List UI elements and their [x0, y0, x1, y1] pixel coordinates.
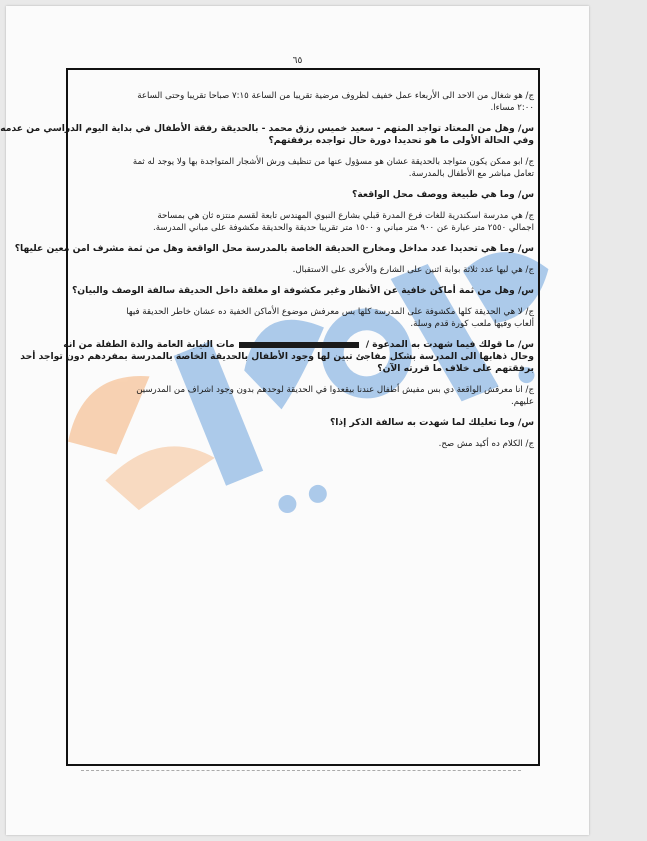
line-gap — [72, 375, 534, 384]
footer-divider — [81, 770, 521, 774]
answer-line: ج/ هو شغال من الاحد الى الأربعاء عمل خفيف لظروف مرضية تقريبا من الساعة ٧:١٥ صباحا تقريبا وحتى الساعة — [137, 91, 534, 101]
answer-line: ج/ الكلام ده أكيد مش صح. — [438, 439, 534, 449]
answer-line: ج/ ابو ممكن يكون متواجد بالحديقة عشان هو مسؤول عنها من تنظيف ورش الأشجار المتواجدة بها ولا يوجد له ثمة — [132, 157, 534, 167]
transcript-body — [0, 90, 534, 450]
line-gap — [72, 429, 534, 438]
redaction-bar — [239, 342, 359, 348]
line-gap — [72, 255, 534, 264]
document-page — [0, 6, 589, 835]
line-gap — [72, 147, 534, 156]
question-line: س/ وما هي تحديدا عدد مداخل ومخارج الحديقة الخاصة بالمدرسة محل الواقعة وهل من ثمة مشرف امن معين عليها؟ — [14, 243, 534, 254]
line-gap — [72, 201, 534, 210]
answer-line: ج/ هي مدرسة اسكندرية للغات فرع المدرة قبلي بشارع النبوي المهندس تابعة لقسم منتزه ثان هي بمساحة — [157, 211, 534, 221]
answer-line: ٢:٠٠ مساءا. — [490, 103, 534, 113]
answer-line: ج/ لا هي الحديقة كلها مكشوفة على المدرسة كلها بس معرفش موضوع الأماكن الخفية ده عشان خاطر الحديقة فيها — [126, 307, 534, 317]
line-gap — [72, 408, 534, 417]
question-line: س/ وهل من المعتاد تواجد المتهم - سعيد خميس رزق محمد - بالحديقة رفقة الأطفال في بداية اليوم الدراسي من عدمه — [0, 123, 534, 134]
page-number: ٦٥ — [292, 56, 303, 66]
answer-line: اجمالي ٢٥٥٠ متر عبارة عن ٩٠٠ متر مباني و ١٥٠٠ متر تقريبا حديقة والحديقة مكشوفة على مباني المدرسة. — [153, 223, 534, 233]
answer-line: ج/ هي ليها عدد ثلاثة بوابة اثنين على الشارع والأخرى على الاستقبال. — [292, 265, 534, 275]
answer-line: عليهم. — [511, 397, 534, 407]
question-line: س/ وما تعليلك لما شهدت به سالفة الذكر إذا؟ — [329, 417, 534, 428]
question-line: برفقتهم على خلاف ما قررته الآن؟ — [377, 363, 534, 374]
answer-line: ألعاب وفيها ملعب كورة قدم وسلة. — [410, 319, 534, 329]
question-line: س/ ما قولك فيما شهدت به المدعوة / مات النيابة العامة والدة الطفلة من انه — [63, 339, 534, 350]
question-line: س/ وما هي طبيعة ووصف محل الواقعة؟ — [351, 189, 534, 200]
line-gap — [72, 180, 534, 189]
question-line: وفي الحالة الأولى ما هو تحديدا دورة حال تواجده برفقتهم؟ — [268, 135, 534, 146]
answer-line: تعامل مباشر مع الأطفال بالمدرسة. — [408, 169, 534, 179]
question-line: س/ وهل من ثمة أماكن خافية عن الأنظار وغير مكشوفة او مغلقة داخل الحديقة سالفة الوصف والبيان؟ — [71, 285, 534, 296]
line-gap — [72, 330, 534, 339]
line-gap — [72, 297, 534, 306]
line-gap — [72, 276, 534, 285]
answer-line: ج/ انا معرفش الواقعة دي بس مفيش أطفال عندنا بيقعدوا في الحديقة لوحدهم بدون وجود اشراف من المدرسين — [136, 385, 534, 395]
line-gap — [72, 114, 534, 123]
question-line: وحال ذهابها الى المدرسة بشكل مفاجئ تبين لها وجود الأطفال بالحديقة الخاصة بالمدرسة بمفردهم دون تواجد أحد — [20, 351, 534, 362]
line-gap — [72, 234, 534, 243]
